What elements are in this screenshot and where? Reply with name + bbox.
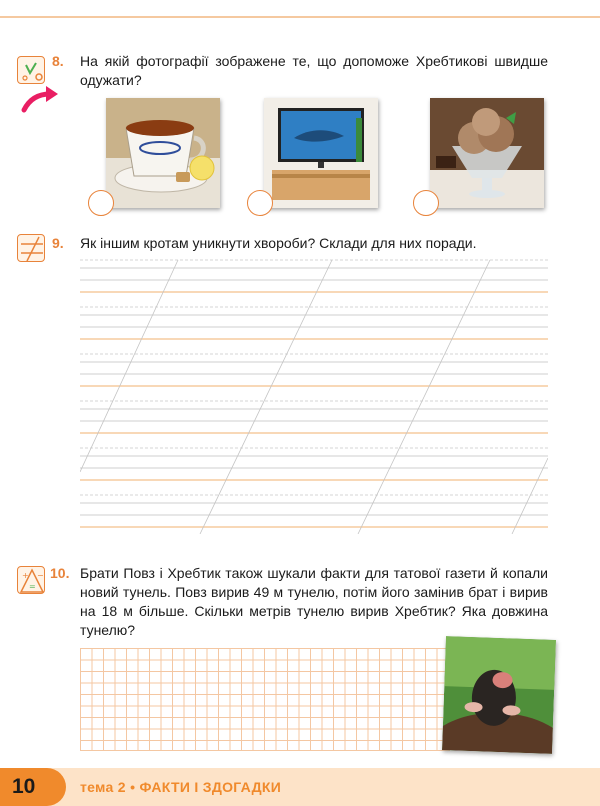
task-9-number: 9. [52,235,64,251]
answer-circle-1[interactable] [88,190,114,216]
arrow-icon [20,82,60,114]
footer-topic: тема 2 • ФАКТИ І ЗДОГАДКИ [80,779,282,795]
page-number: 10 [12,775,36,798]
mole-photo [442,636,556,754]
ruled-writing-area[interactable] [80,258,548,534]
svg-text:−: − [37,571,44,580]
answer-circle-2[interactable] [247,190,273,216]
television-icon [264,98,378,208]
task-8-number: 8. [52,53,64,69]
choose-answer-icon [17,56,45,84]
calculation-grid[interactable] [80,648,450,751]
page-footer [0,768,600,806]
top-divider [0,16,600,18]
task-8-text: На якій фотографії зображене те, що допоможе Хребтикові швидше одужати? [80,53,548,88]
svg-text:+: + [22,571,29,580]
mole-icon [442,636,556,754]
task-9-text: Як іншим кротам уникнути хвороби? Склади для них поради. [80,235,477,251]
task-10-text: Брати Повз і Хребтик також шукали факти для татової газети й копали новий тунель. Повз вирив 49 м тунелю, потім його замінив брат і вирив на 18 м більше. Скільки метрів тунелю вирив Хребтик? Яка довжина тунелю? [80,565,548,638]
answer-circle-3[interactable] [413,190,439,216]
writing-task-icon [17,234,45,262]
page-number-tab [0,768,66,806]
ice-cream-icon [430,98,544,208]
photo-tea-cup [106,98,220,208]
svg-text:=: = [29,582,36,591]
photo-television [264,98,378,208]
math-task-icon [17,566,45,594]
photo-ice-cream [430,98,544,208]
task-10-number: 10. [50,565,70,581]
cup-of-tea-icon [106,98,220,208]
